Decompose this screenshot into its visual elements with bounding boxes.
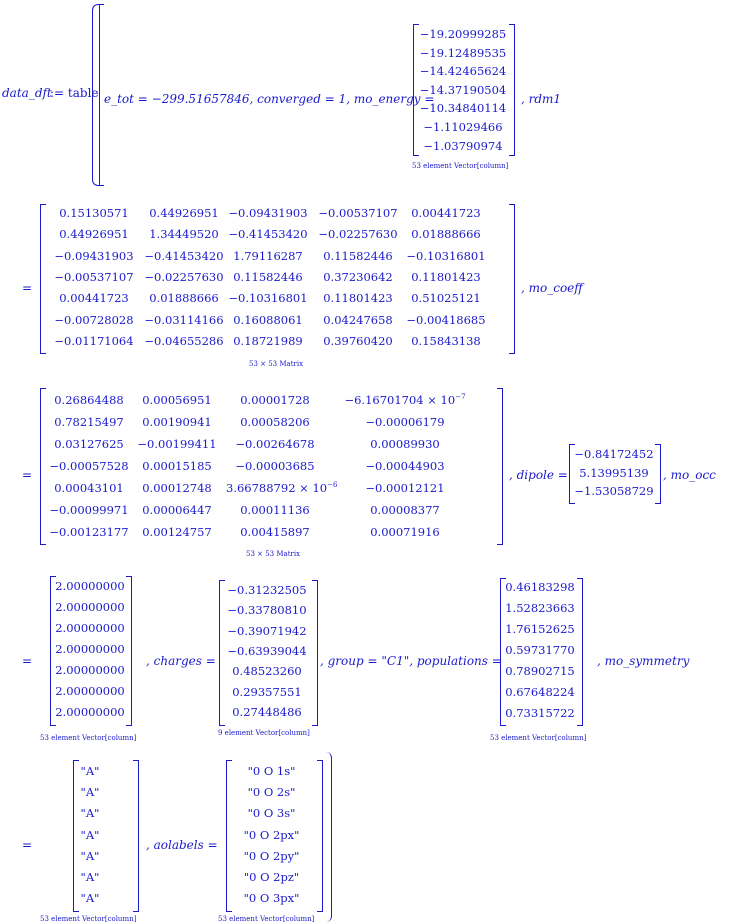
mo-coeff-cell: −0.00057528	[49, 459, 129, 473]
charge-value: −0.33780810	[227, 603, 307, 618]
charge-value: 0.48523260	[232, 664, 302, 679]
rdm1-cell: −0.09431903	[54, 248, 134, 263]
mo-symmetry-value: "A"	[80, 785, 100, 800]
mo-symmetry-key: , mo_symmetry	[597, 654, 690, 668]
rdm1-cell: 0.16088061	[233, 312, 303, 327]
rdm1-cell: 0.44926951	[149, 206, 219, 220]
rdm1-cell: 0.18721989	[233, 333, 303, 348]
population-value: 0.67648224	[505, 685, 575, 699]
mo-symmetry-value: "A"	[80, 827, 100, 842]
mo-symmetry-equals: =	[22, 838, 33, 852]
aolabels-caption: 53 element Vector[column]	[218, 915, 315, 923]
mo-coeff-cell: 0.03127625	[54, 437, 124, 451]
dipole-value: −1.53058729	[574, 484, 654, 499]
rdm1-caption: 53 × 53 Matrix	[249, 360, 304, 368]
mo-coeff-cell: 0.00071916	[370, 525, 440, 539]
mo-occ-equals: =	[22, 654, 33, 668]
rdm1-cell: 0.11801423	[323, 291, 393, 306]
rdm1-cell: −0.00537107	[54, 269, 134, 284]
mo-coeff-cell: 0.00011136	[240, 503, 310, 517]
mo-occ-caption: 53 element Vector[column]	[40, 734, 137, 742]
mo-coeff-cell: 0.00006447	[142, 503, 212, 517]
mo-occ-value: 2.00000000	[55, 621, 125, 635]
mo-coeff-cell: −0.00012121	[365, 481, 445, 495]
population-value: 1.76152625	[505, 622, 575, 636]
rdm1-cell: 0.01888666	[411, 227, 481, 242]
population-value: 1.52823663	[505, 601, 575, 615]
rdm1-cell: 1.79116287	[233, 248, 303, 263]
mo-coeff-cell: 0.26864488	[54, 393, 124, 407]
mo-energy-value: −10.34840114	[419, 101, 507, 116]
group-populations-text: , group = "C1", populations =	[320, 654, 502, 668]
mo-coeff-cell: 0.00058206	[240, 415, 310, 429]
mo-energy-value: −1.03790974	[423, 138, 503, 153]
rdm1-cell: −0.10316801	[228, 291, 308, 306]
mo-coeff-cell: −0.00199411	[137, 437, 217, 451]
aolabel-value: "0 O 2px"	[243, 827, 300, 842]
mo-energy-value: −19.20999285	[419, 27, 507, 41]
charge-value: −0.63939044	[227, 643, 307, 658]
mo-coeff-cell: −0.00123177	[49, 525, 129, 539]
rdm1-cell: 0.44926951	[59, 227, 129, 242]
mo-coeff-cell: 0.00012748	[142, 481, 212, 495]
charges-label: , charges =	[146, 654, 216, 668]
mo-occ-value: 2.00000000	[55, 663, 125, 677]
mo-energy-value: −1.11029466	[423, 120, 503, 134]
rdm1-cell: −0.10316801	[406, 248, 486, 263]
population-value: 0.46183298	[505, 580, 575, 594]
rdm1-cell: −0.00537107	[318, 206, 398, 220]
charge-value: −0.39071942	[227, 623, 307, 638]
aolabel-value: "0 O 3s"	[247, 806, 296, 821]
rdm1-cell: 0.04247658	[323, 312, 393, 327]
assign-table-keyword: := table	[50, 86, 99, 100]
exponent: −6	[327, 481, 338, 490]
rdm1-cell: 0.11582446	[323, 248, 393, 263]
charge-value: −0.31232505	[227, 583, 307, 597]
aolabel-value: "0 O 2py"	[243, 848, 300, 863]
rdm1-cell: 0.51025121	[411, 291, 481, 306]
mo-symmetry-value: "A"	[80, 848, 100, 863]
charges-caption: 9 element Vector[column]	[218, 729, 310, 737]
rdm1-cell: 0.11582446	[233, 269, 303, 284]
outer-paren-right	[326, 752, 332, 922]
dipole-value: 5.13995139	[579, 465, 649, 480]
mo-symmetry-value: "A"	[80, 806, 100, 821]
mo-coeff-cell: 0.00001728	[240, 393, 310, 407]
mo-coeff-cell: 0.00056951	[142, 393, 212, 407]
mo-occ-value: 2.00000000	[55, 579, 125, 593]
rdm1-cell: 0.15130571	[59, 206, 129, 220]
variable-name: data_dft	[2, 86, 52, 100]
mo-coeff-cell: 0.00124757	[142, 525, 212, 539]
rdm1-cell: 1.34449520	[149, 227, 219, 242]
rdm1-cell: −0.01171064	[54, 333, 134, 348]
rdm1-key: , rdm1	[521, 92, 562, 106]
mo-coeff-cell: −0.00006179	[365, 415, 445, 429]
aolabel-value: "0 O 3px"	[243, 891, 300, 906]
mo-coeff-cell: $3.66788792 \times 10^{-6}$	[226, 481, 338, 495]
mo-symmetry-value: "A"	[80, 764, 100, 778]
mo-occ-value: 2.00000000	[55, 684, 125, 698]
mo-energy-value: −14.42465624	[419, 64, 507, 79]
aolabel-value: "0 O 2pz"	[243, 870, 300, 884]
exponent: −7	[455, 393, 466, 402]
e-tot-assignment: e_tot = −299.51657846, converged = 1, mo_energy =	[104, 92, 435, 106]
rdm1-cell: 0.01888666	[149, 291, 219, 306]
mo-coeff-equals: =	[22, 468, 33, 482]
mo-coeff-cell: 0.78215497	[54, 415, 124, 429]
populations-caption: 53 element Vector[column]	[490, 734, 587, 742]
rdm1-cell: −0.41453420	[228, 227, 308, 242]
rdm1-cell: −0.00728028	[54, 312, 134, 327]
mo-symmetry-value: "A"	[80, 870, 100, 884]
mo-energy-caption: 53 element Vector[column]	[412, 162, 509, 170]
mo-coeff-cell: −0.00099971	[49, 503, 129, 517]
aolabel-value: "0 O 1s"	[247, 764, 296, 778]
rdm1-cell: −0.00418685	[406, 312, 486, 327]
mo-coeff-cell: 0.00089930	[370, 437, 440, 451]
mo-coeff-cell: 0.00015185	[142, 459, 212, 473]
mo-coeff-cell: 0.00043101	[54, 481, 124, 495]
mo-coeff-cell: 0.00008377	[370, 503, 440, 517]
rdm1-cell: 0.15843138	[411, 333, 481, 348]
mo-occ-key: , mo_occ	[663, 468, 716, 482]
rdm1-cell: 0.00441723	[59, 291, 129, 306]
mo-symmetry-value: "A"	[80, 891, 100, 906]
dipole-value: −0.84172452	[574, 447, 654, 461]
rdm1-equals: =	[22, 281, 33, 295]
mo-coeff-cell: −0.00003685	[235, 459, 315, 473]
mo-energy-value: −19.12489535	[419, 45, 507, 60]
mo-occ-value: 2.00000000	[55, 600, 125, 614]
rdm1-cell: −0.09431903	[228, 206, 308, 220]
rdm1-cell: −0.03114166	[144, 312, 224, 327]
mo-occ-value: 2.00000000	[55, 705, 125, 719]
population-value: 0.73315722	[505, 706, 575, 720]
mo-coeff-caption: 53 × 53 Matrix	[246, 550, 301, 558]
rdm1-cell: 0.00441723	[411, 206, 481, 220]
mo-coeff-cell: 0.00190941	[142, 415, 212, 429]
aolabels-label: , aolabels =	[146, 838, 218, 852]
charge-value: 0.27448486	[232, 704, 302, 719]
mo-coeff-cell: $-6.16701704 \times 10^{-7}$	[344, 393, 466, 407]
outer-paren-left	[92, 4, 99, 186]
aolabel-value: "0 O 2s"	[247, 785, 296, 800]
population-value: 0.78902715	[505, 664, 575, 678]
mo-coeff-cell: −0.00044903	[365, 459, 445, 473]
mo-energy-value: −14.37190504	[419, 82, 507, 97]
rdm1-cell: −0.04655286	[144, 333, 224, 348]
population-value: 0.59731770	[505, 643, 575, 657]
rdm1-cell: −0.02257630	[318, 227, 398, 242]
mo-coeff-key: , mo_coeff	[521, 281, 583, 295]
mo-coeff-cell: 0.00415897	[240, 525, 310, 539]
rdm1-cell: −0.02257630	[144, 269, 224, 284]
rdm1-cell: 0.37230642	[323, 269, 393, 284]
mo-symmetry-caption: 53 element Vector[column]	[40, 915, 137, 923]
mo-coeff-cell: −0.00264678	[235, 437, 315, 451]
dipole-label: , dipole =	[509, 468, 568, 482]
mo-occ-value: 2.00000000	[55, 642, 125, 656]
rdm1-cell: 0.39760420	[323, 333, 393, 348]
rdm1-cell: −0.41453420	[144, 248, 224, 263]
rdm1-cell: 0.11801423	[411, 269, 481, 284]
charge-value: 0.29357551	[232, 684, 302, 699]
